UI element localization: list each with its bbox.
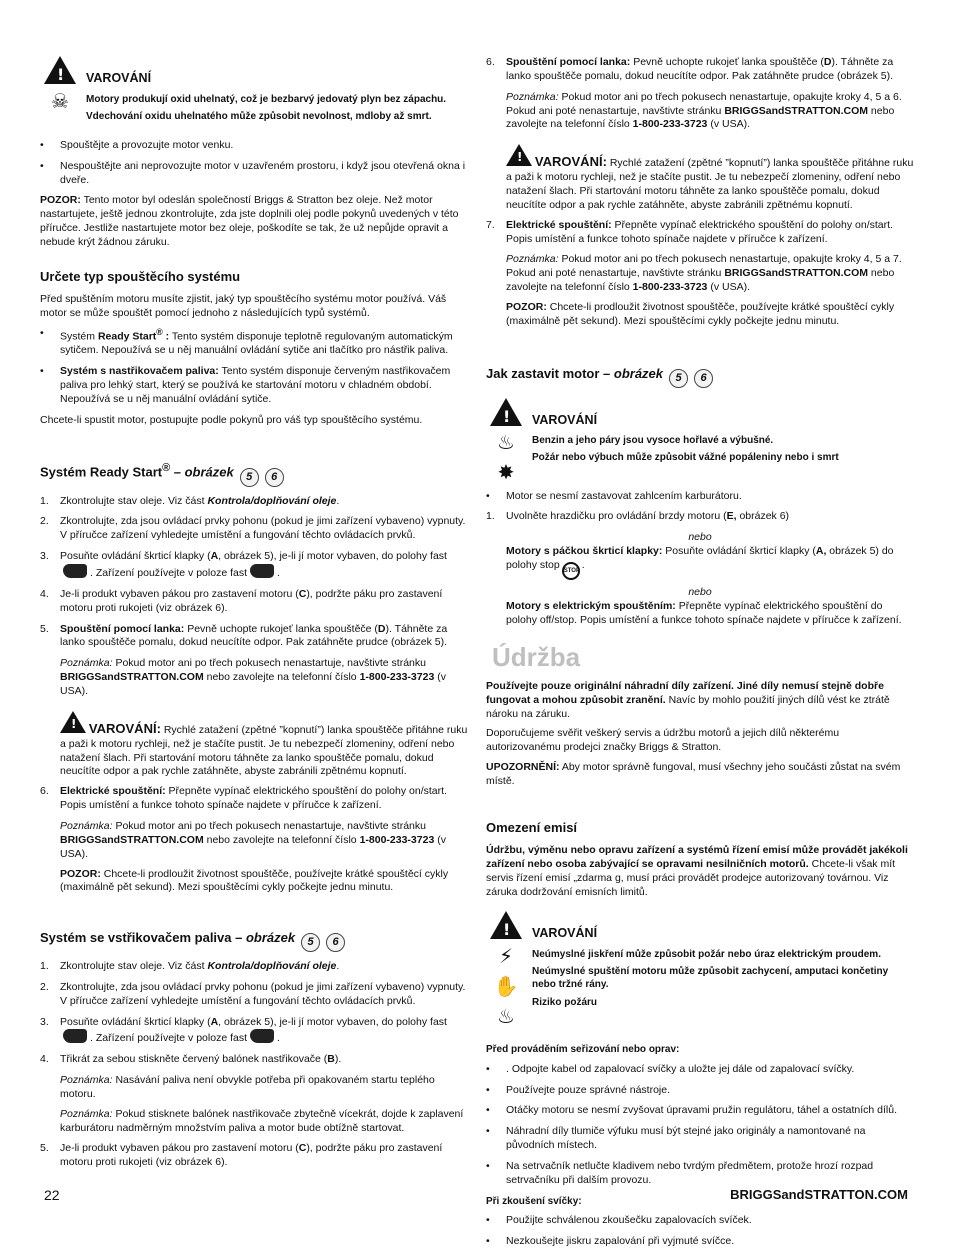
co-warning bbox=[40, 56, 468, 127]
section-heading: Omezení emisí bbox=[486, 819, 578, 835]
list-item: • Systém s nastřikovačem paliva: Tento systém disponuje červeným nastřikovačem paliva pro lehký start, který se používá ke startování motoru v chladném období. Nepoužívá se u něj manuální ovládání sytiče. bbox=[40, 365, 468, 407]
warning-triangle-icon bbox=[490, 911, 522, 939]
system-types bbox=[40, 327, 468, 407]
note: Poznámka: Pokud motor ani po třech pokusech nenastartuje, opakujte kroky 4, 5 a 7. Pokud ani poté nenastartuje, navštivte stránku BRIGGSandSTRATTON.COM nebo zavolejte na telefonní číslo 1-800-233-3723 (v USA). bbox=[506, 253, 902, 294]
warning-text: Neúmyslné jiskření může způsobit požár nebo úraz elektrickým proudem. bbox=[532, 948, 881, 960]
note: Poznámka: Nasávání paliva není obvykle potřeba při opakovaném startu teplého motoru. bbox=[60, 1074, 435, 1101]
fire-icon: ♨ bbox=[497, 1004, 515, 1029]
primer-steps bbox=[40, 960, 468, 1067]
list-item: • Na setrvačník netlučte kladivem nebo tvrdým předmětem, protože hrozí rozpad setrvačníku při dalším provozu. bbox=[486, 1160, 914, 1188]
list-item: • Nezkoušejte jiskru zapalování při vyjmuté svíčce. bbox=[486, 1235, 914, 1249]
note: Poznámka: Pokud stisknete balónek nastřikovače zbytečně vícekrát, dojde k zaplavení karburátoru nadměrným množstvím paliva a motor bude obtížně startovat. bbox=[60, 1107, 464, 1134]
figure-ref: 6 bbox=[694, 369, 713, 388]
figure-ref: 6 bbox=[326, 933, 345, 952]
list-item: 1. Uvolněte hrazdičku pro ovládání brzdy motoru (E, obrázek 6) bbox=[486, 510, 790, 523]
co-bullets bbox=[40, 139, 468, 188]
primer-steps-cont bbox=[40, 1142, 468, 1170]
pozor-paragraph: POZOR: Chcete-li prodloužit životnost spouštěče, používejte krátké spouštěcí cykly (maximálně pět sekund). Mezi spouštěcími cykly počkejte jednu minutu. bbox=[60, 867, 449, 894]
list-item: 6. Spouštění pomocí lanka: Pevně uchopte rukojeť lanka spouštěče (D). Táhněte za lanko spouštěče pomalu, dokud neucítíte odpor. Pak zatáhněte prudce (obrázek 5). bbox=[486, 56, 894, 82]
warning-text: Požár nebo výbuch může způsobit vážné popáleniny nebo i smrt bbox=[532, 452, 839, 464]
list-item: • Motor se nesmí zastavovat zahlcením karburátoru. bbox=[486, 490, 914, 504]
figure-ref: 5 bbox=[240, 468, 259, 487]
right-column bbox=[486, 56, 914, 1256]
left-column bbox=[40, 56, 468, 1176]
warning-heading: VAROVÁNÍ bbox=[86, 71, 152, 85]
warning-text: Riziko požáru bbox=[532, 996, 598, 1008]
stop-icon: STOP bbox=[562, 562, 580, 580]
paragraph: Chcete-li spustit motor, postupujte podle pokynů pro váš typ spouštěcího systému. bbox=[40, 413, 423, 426]
ready-steps bbox=[40, 495, 468, 651]
page-number: 22 bbox=[44, 1187, 60, 1203]
fuel-warning bbox=[486, 398, 914, 486]
maintenance-warning bbox=[486, 911, 914, 1029]
list-item: • Otáčky motoru se nesmí zvyšovat úpravami pružin regulátoru, táhel a ostatních dílů. bbox=[486, 1104, 914, 1118]
warning-text: Motory produkují oxid uhelnatý, což je bezbarvý jedovatý plyn bez zápachu. bbox=[86, 93, 447, 105]
warning-triangle-icon bbox=[60, 711, 86, 733]
list-item: • Spouštějte a provozujte motor venku. bbox=[40, 139, 468, 153]
list-item: 2. Zkontrolujte, zda jsou ovládací prvky pohonu (pokud je jimi zařízení vybaveno) vypnuty. V příručce zařízení vyhledejte umístění a fungování těchto ovládacích prvků. bbox=[40, 980, 466, 1007]
paragraph: Doporučujeme svěřit veškerý servis a údržbu motorů a jejich dílů některému autorizovanému prodejci značky Briggs & Stratton. bbox=[486, 727, 840, 754]
section-heading: Určete typ spouštěcího systému bbox=[40, 268, 241, 284]
warning-triangle-icon bbox=[44, 56, 76, 84]
warning-heading: VAROVÁNÍ bbox=[532, 412, 598, 427]
list-item: • Náhradní díly tlumiče výfuku musí být stejné jako originály a namontované na původních místech. bbox=[486, 1125, 914, 1153]
list-item: • Použijte schválenou zkoušečku zapalovacích svíček. bbox=[486, 1214, 914, 1228]
figure-ref: 5 bbox=[669, 369, 688, 388]
ready-steps-cont bbox=[40, 785, 468, 813]
warning-triangle-icon bbox=[490, 398, 522, 426]
maintenance-title: Údržba bbox=[492, 641, 581, 672]
kickback-warning: ! VAROVÁNÍ: Rychlé zatažení (zpětné ”kopnutí”) lanka spouštěče přitáhne ruku a paži k motoru rychleji, než je stačíte pustit. Je tu nebezpečí zlomeniny, odření nebo natažení šlach. Při startování motoru táhněte za lanko spouštěče pomalu, dokud neucítíte odpor a pak rychle zatáhněte, abyste zabránili zpětnému kopnutí. bbox=[486, 144, 914, 212]
warning-text: Vdechování oxidu uhelnatého může způsobit nevolnost, mdloby až smrt. bbox=[86, 110, 432, 122]
toxic-gas-icon: ☠ bbox=[51, 88, 69, 113]
electric-shock-icon: ⚡ bbox=[498, 944, 514, 969]
list-item: • Používejte pouze správné nástroje. bbox=[486, 1084, 914, 1098]
list-item: • . Odpojte kabel od zapalovací svíčky a uložte jej dále od zapalovací svíčky. bbox=[486, 1063, 914, 1077]
section-heading: Systém Ready Start® – obrázek 5 6 bbox=[40, 461, 468, 486]
list-item: 4. Je-li produkt vybaven pákou pro zastavení motoru (C), podržte páku pro zastavení motoru proti rukojeti (viz obrázek 6). bbox=[40, 587, 443, 614]
list-item: • Systém Ready Start® : Tento systém disponuje teplotně regulovaným automatickým sytičem. Nepoužívá se u něj manuální ovládání sytiče ani tlačítko pro nástřik paliva. bbox=[40, 327, 468, 358]
kickback-warning: ! VAROVÁNÍ: Rychlé zatažení (zpětné ”kopnutí”) lanka spouštěče přitáhne ruku a paži k motoru rychleji, než je stačíte pustit. Je tu nebezpečí zlomeniny, odření nebo natažení šlach. Při startování motoru táhněte za lanko spouštěče pomalu, dokud neucítíte odpor a pak rychle zatáhněte, abyste zabránili zpětnému kopnutí. bbox=[40, 711, 468, 779]
warning-triangle-icon bbox=[506, 144, 532, 166]
paragraph: Motory s elektrickým spouštěním: Přepněte vypínač elektrického spouštění do polohy off/stop. Popis umístění a funkce tohoto spínače najdete v příručce k zařízení. bbox=[506, 599, 902, 626]
list-item: 2. Zkontrolujte, zda jsou ovládací prvky pohonu (pokud je jimi zařízení vybaveno) vypnuty. V příručce zařízení vyhledejte umístění a fungování těchto ovládacích prvků. bbox=[40, 515, 466, 542]
warning-text: Benzin a jeho páry jsou vysoce hořlavé a výbušné. bbox=[532, 435, 774, 447]
fast-rabbit-icon bbox=[63, 564, 87, 578]
list-item: 3. Posuňte ovládání škrticí klapky (A, obrázek 5), je-li jí motor vybaven, do polohy fast . Zařízení používejte v poloze fast . bbox=[40, 1015, 447, 1045]
warning-heading: VAROVÁNÍ bbox=[532, 926, 598, 941]
list-item: 5. Spouštění pomocí lanka: Pevně uchopte rukojeť lanka spouštěče (D). Táhněte za lanko spouštěče pomalu, dokud neucítíte odpor. Pak zatáhněte prudce (obrázek 5). bbox=[40, 622, 448, 649]
list-item: 1. Zkontrolujte stav oleje. Viz část Kontrola/doplňování oleje. bbox=[40, 960, 340, 973]
explosion-icon: ✸ bbox=[497, 460, 515, 485]
nebo-text: nebo bbox=[688, 585, 712, 598]
footer-website: BRIGGSandSTRATTON.COM bbox=[730, 1187, 908, 1202]
list-item: 4. Třikrát za sebou stiskněte červený balónek nastřikovače (B). bbox=[40, 1053, 342, 1066]
pre-repair-list bbox=[486, 1063, 914, 1188]
fast-rabbit-icon bbox=[63, 1029, 87, 1043]
list-item: 5. Je-li produkt vybaven pákou pro zastavení motoru (C), podržte páku pro zastavení motoru proti rukojeti (viz obrázek 6). bbox=[40, 1141, 443, 1168]
entanglement-icon: ✋ bbox=[493, 974, 519, 999]
pozor-paragraph: POZOR: Tento motor byl odeslán společností Briggs & Stratton bez oleje. Než motor nastartujete, ještě jednou zkontrolujte, zda jste doplnili olej podle pokynů uvedených v této příručce. Jestliže nastartujete motor bez oleje, poškodíte se tak, že už nepůjde opravit a nebude krýt žádnou záruku. bbox=[40, 194, 459, 249]
primer-steps-right bbox=[486, 56, 914, 84]
paragraph: UPOZORNĚNÍ: Aby motor správně fungoval, musí všechny jeho součásti zůstat na svém místě. bbox=[486, 761, 901, 787]
list-item: 6. Elektrické spouštění: Přepněte vypínač elektrického spouštění do polohy on/start. Popis umístění a funkce tohoto spínače najdete v příručce k zařízení. bbox=[40, 785, 447, 812]
note: Poznámka: Pokud motor ani po třech pokusech nenastartuje, opakujte kroky 4, 5 a 6. Pokud ani poté nenastartuje, navštivte stránku BRIGGSandSTRATTON.COM nebo zavolejte na telefonní číslo 1-800-233-3723 (v USA). bbox=[506, 90, 902, 131]
figure-ref: 6 bbox=[265, 468, 284, 487]
note: Poznámka: Pokud motor ani po třech pokusech nenastartuje, navštivte stránku BRIGGSandSTRATTON.COM nebo zavolejte na telefonní číslo 1-800-233-3723 (v USA). bbox=[60, 819, 446, 860]
list-item: 3. Posuňte ovládání škrticí klapky (A, obrázek 5), je-li jí motor vybaven, do polohy fast . Zařízení používejte v poloze fast . bbox=[40, 550, 447, 579]
fast-rabbit-icon bbox=[250, 564, 274, 578]
list-item: 1. Zkontrolujte stav oleje. Viz část Kontrola/doplňování oleje. bbox=[40, 494, 340, 507]
list-item: • Nespouštějte ani neprovozujte motor v uzavřeném prostoru, i když jsou otevřená okna i dveře. bbox=[40, 160, 468, 188]
section-heading: Jak zastavit motor – obrázek 5 6 bbox=[486, 365, 914, 388]
figure-ref: 5 bbox=[301, 933, 320, 952]
pozor-paragraph: POZOR: Chcete-li prodloužit životnost spouštěče, používejte krátké spouštěcí cykly (maximálně pět sekund). Mezi spouštěcími cykly počkejte jednu minutu. bbox=[506, 301, 895, 327]
paragraph: Před spuštěním motoru musíte zjistit, jaký typ spouštěcího systému motor používá. Váš motor se může spouštět pomocí jednoho z následujících typů systémů. bbox=[40, 293, 447, 319]
note: Poznámka: Pokud motor ani po třech pokusech nenastartuje, navštivte stránku BRIGGSandSTRATTON.COM nebo zavolejte na telefonní číslo 1-800-233-3723 (v USA). bbox=[60, 657, 446, 697]
stop-bullets bbox=[486, 490, 914, 504]
fast-rabbit-icon bbox=[250, 1029, 274, 1043]
stop-steps bbox=[486, 510, 914, 524]
primer-steps-right-cont bbox=[486, 219, 914, 247]
fire-icon: ♨ bbox=[497, 430, 515, 455]
subheading: Při zkoušení svíčky: bbox=[486, 1195, 582, 1207]
list-item: 7. Elektrické spouštění: Přepněte vypínač elektrického spouštění do polohy on/start. Popis umístění a funkce tohoto spínače najdete v příručce k zařízení. bbox=[486, 218, 893, 245]
spark-test-list bbox=[486, 1214, 914, 1249]
warning-text: Neúmyslné spuštění motoru může způsobit zachycení, amputaci končetiny nebo tržné rány. bbox=[532, 966, 889, 991]
subheading: Před prováděním seřizování nebo oprav: bbox=[486, 1044, 680, 1056]
nebo-text: nebo bbox=[688, 531, 712, 544]
paragraph: Údržbu, výměnu nebo opravu zařízení a systémů řízení emisí může provádět jakékoli zařízení nebo osoba zabývající se opravami nesilničních motorů. Chcete-li však mít servis řízení emisí „zdarma g, musí práci provádět prodejce autorizovaný továrnou. Viz záruka dodržování emisních limitů. bbox=[486, 844, 908, 898]
section-heading: Systém se vstřikovačem paliva – obrázek 5 6 bbox=[40, 929, 468, 952]
paragraph: Motory s páčkou škrticí klapky: Posuňte ovládání škrticí klapky (A, obrázek 5) do polohy stop STOP . bbox=[486, 545, 914, 580]
paragraph: Používejte pouze originální náhradní díly zařízení. Jiné díly nemusí stejně dobře fungovat a mohou způsobit zranění. Navíc by mohlo použití jiných dílů vést ke ztrátě nároku na záruku. bbox=[486, 679, 890, 720]
